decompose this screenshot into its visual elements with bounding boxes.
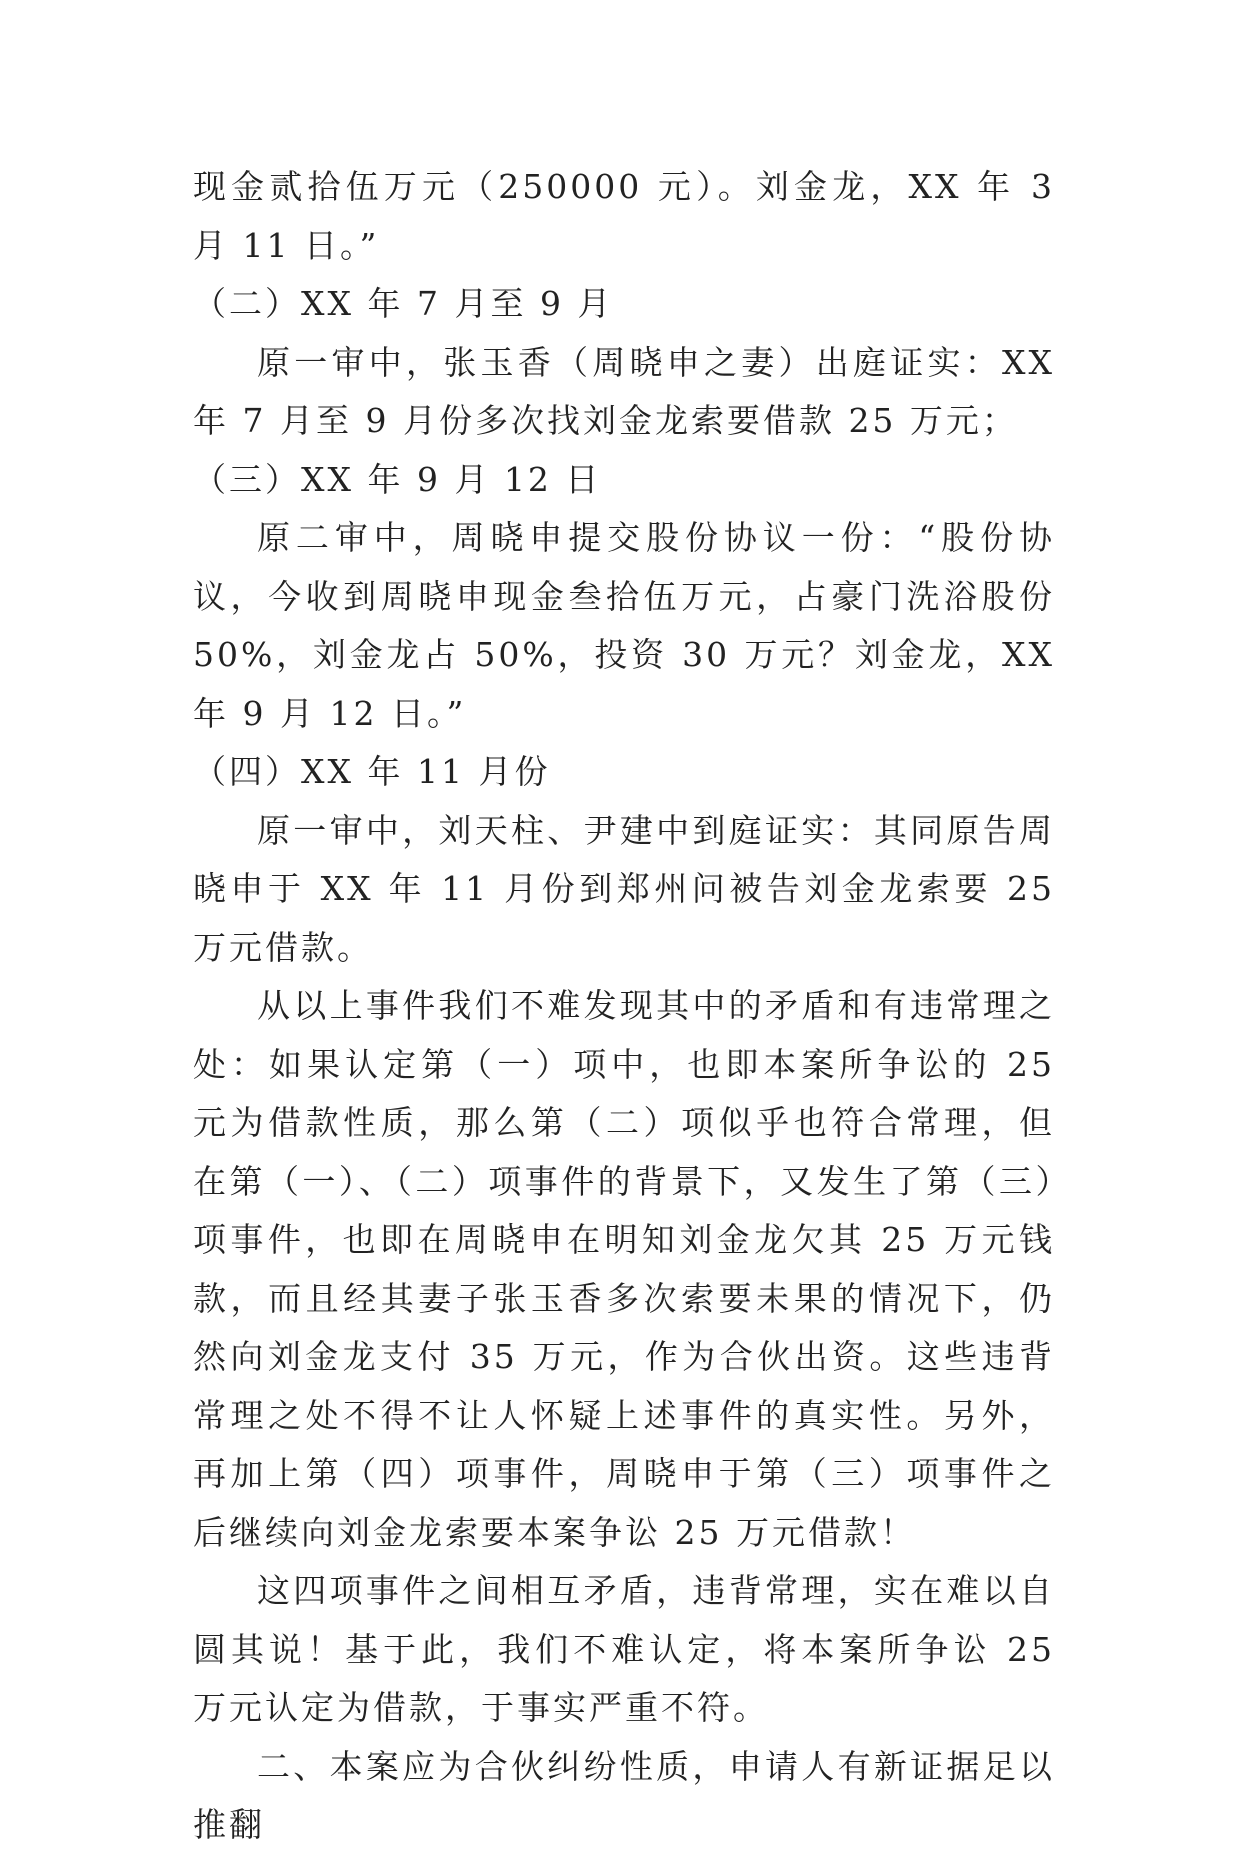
paragraph-continuation: 现金贰拾伍万元（250000 元）。刘金龙，XX 年 3 月 11 日。” xyxy=(193,167,1055,265)
paragraph: 原一审中，刘天柱、尹建中到庭证实：其同原告周晓申于 XX 年 11 月份到郑州问被告刘金龙索要 25 万元借款。 xyxy=(193,810,1055,967)
document-body xyxy=(193,158,1055,1855)
paragraph: 原二审中，周晓申提交股份协议一份：“股份协议，今收到周晓申现金叁拾伍万元，占豪门洗浴股份 50%，刘金龙占 50%，投资 30 万元？刘金龙，XX 年 9 月 12 日。” xyxy=(193,518,1055,733)
paragraph: 原一审中，张玉香（周晓申之妻）出庭证实：XX 年 7 月至 9 月份多次找刘金龙索要借款 25 万元； xyxy=(193,342,1055,440)
paragraph: 从以上事件我们不难发现其中的矛盾和有违常理之处：如果认定第（一）项中，也即本案所争讼的 25 元为借款性质，那么第（二）项似乎也符合常理，但在第（一）、（二）项事件的背景下，又发生了第（三）项事件，也即在周晓申在明知刘金龙欠其 25 万元钱款，而且经其妻子张玉香多次索要未果的情况下，仍然向刘金龙支付 35 万元，作为合伙出资。这些违背常理之处不得不让人怀疑上述事件的真实性。另外，再加上第（四）项事件，周晓申于第（三）项事件之后继续向刘金龙索要本案争讼 25 万元借款！ xyxy=(193,986,1055,1552)
section-heading-3: （三）XX 年 9 月 12 日 xyxy=(193,459,602,499)
paragraph: 二、本案应为合伙纠纷性质，申请人有新证据足以推翻 xyxy=(193,1746,1055,1844)
section-heading-4: （四）XX 年 11 月份 xyxy=(193,752,551,791)
section-heading-2: （二）XX 年 7 月至 9 月 xyxy=(193,284,614,323)
paragraph: 这四项事件之间相互矛盾，违背常理，实在难以自圆其说！基于此，我们不难认定，将本案所争讼 25 万元认定为借款，于事实严重不符。 xyxy=(193,1571,1055,1727)
